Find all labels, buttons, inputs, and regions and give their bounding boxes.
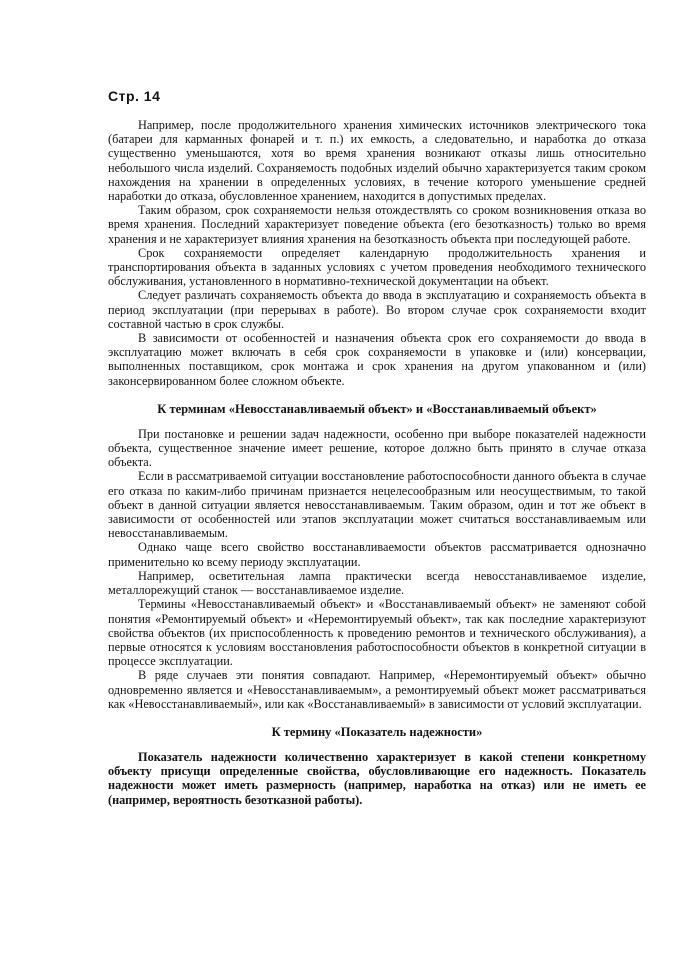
section-reliability-indicator [108, 750, 646, 807]
section-heading: К терминам «Невосстанавливаемый объект» и «Восстанавливаемый объект» [157, 401, 597, 416]
section-restorable-objects [108, 427, 646, 711]
section-storage [108, 118, 646, 388]
paragraph: В ряде случаев эти понятия совпадают. Например, «Неремонтируемый объект» обычно одновременно является и «Невосстанавливаемым», а ремонтируемый объект может рассматриваться как «Невосстанавливаемый», или как «Восстанавливаемый» в зависимости от условий эксплуатации. [108, 668, 646, 711]
paragraph: Показатель надежности количественно характеризует в какой степени конкретному объекту присущи определенные свойства, обусловливающие его надежность. Показатель надежности может иметь размерность (например, наработка на отказ) или не иметь ее (например, вероятность безотказной работы). [108, 749, 646, 807]
page-number: Стр. 14 [108, 88, 161, 104]
paragraph: Таким образом, срок сохраняемости нельзя отождествлять со сроком возникновения отказа во время хранения. Последний характеризует поведение объекта (его безотказность) только во время хранения и не характеризует влияния хранения на безотказность объекта при последующей работе. [108, 203, 646, 246]
section-heading: К термину «Показатель надежности» [271, 724, 483, 739]
paragraph: Однако чаще всего свойство восстанавливаемости объектов рассматривается однозначно применительно ко всему периоду эксплуатации. [108, 540, 646, 569]
paragraph: При постановке и решении задач надежности, особенно при выборе показателей надежности объекта, существенное значение имеет решение, которое должно быть принято в случае отказа объекта. [108, 426, 646, 470]
paragraph: Если в рассматриваемой ситуации восстановление работоспособности данного объекта в случае его отказа по каким-либо причинам признается нецелесообразным или неосуществимым, то такой объект в данной ситуации является невосстанавливаемым. Таким образом, один и тот же объект в зависимости от особенностей или этапов эксплуатации может считаться восстанавливаемым или невосстанавливаемым. [108, 469, 646, 541]
paragraph: Термины «Невосстанавливаемый объект» и «Восстанавливаемый объект» не заменяют собой понятия «Ремонтируемый объект» и «Неремонтируемый объект», так как последние характеризуют свойства объектов (их приспособленность к проведению ремонтов и технического обслуживания), а первые относятся к условиям восстановления работоспособности объектов в конкретной ситуации в процессе эксплуатации. [108, 597, 646, 669]
paragraph: В зависимости от особенностей и назначения объекта срок его сохраняемости до ввода в эксплуатацию может включать в себя срок сохраняемости в упаковке и (или) консервации, выполненных поставщиком, срок монтажа и срок хранения на другом упакованном и (или) законсервированном более сложном объекте. [108, 331, 646, 388]
paragraph: Например, после продолжительного хранения химических источников электрического тока (батареи для карманных фонарей и т. п.) их емкость, а следовательно, и наработка до отказа существенно уменьшаются, хотя во время хранения возникают отказы лишь относительно небольшого числа изделий. Сохраняемость подобных изделий обычно характеризуется таким сроком нахождения на хранении в определенных условиях, в течение которого уменьшение средней наработки до отказа, обусловленное хранением, находится в допустимых пределах. [108, 118, 646, 204]
paragraph: Следует различать сохраняемость объекта до ввода в эксплуатацию и сохраняемость объекта в период эксплуатации (при перерывах в работе). Во втором случае срок сохраняемости входит составной частью в срок службы. [108, 288, 646, 331]
paragraph: Срок сохраняемости определяет календарную продолжительность хранения и транспортирования объекта в заданных условиях с учетом проведения необходимого технического обслуживания, установленного в нормативно-технической документации на объект. [108, 245, 646, 289]
paragraph: Например, осветительная лампа практически всегда невосстанавливаемое изделие, металлорежущий станок — восстанавливаемое изделие. [108, 568, 646, 598]
